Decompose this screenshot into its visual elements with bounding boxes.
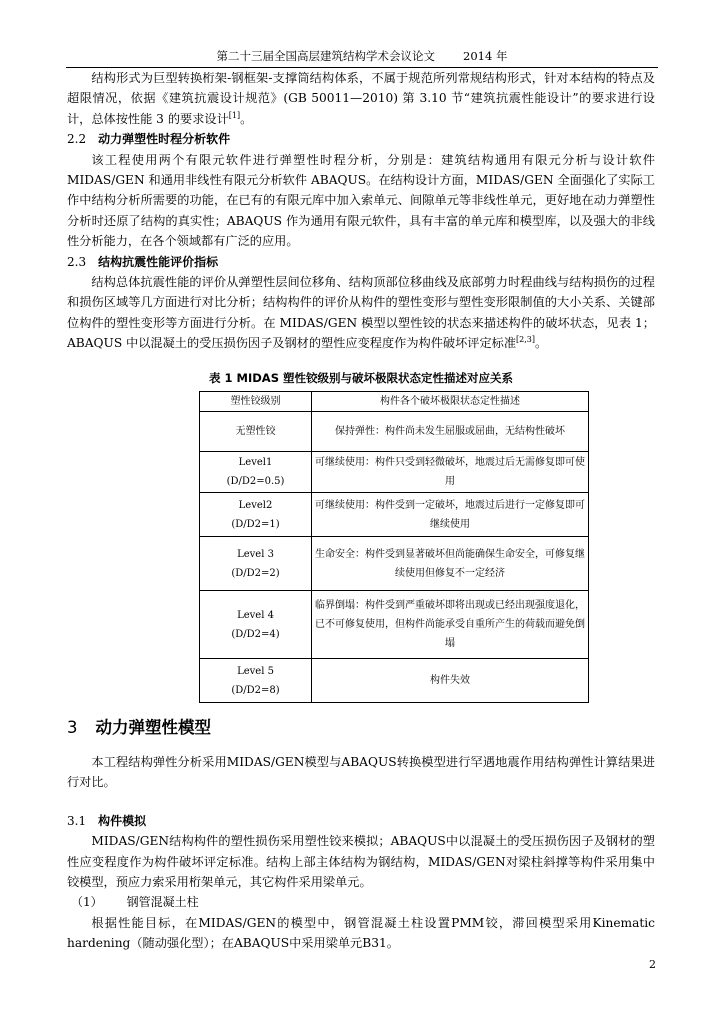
table-cell-level [200, 452, 312, 493]
lower-body [67, 752, 655, 954]
section-2-2-heading [67, 129, 655, 149]
section-3-1-heading [67, 811, 655, 831]
table-row [200, 659, 589, 703]
level-name: Level 3 [237, 548, 274, 560]
intro-paragraph [67, 68, 655, 129]
table-cell-level [200, 493, 312, 537]
section-2-3-heading [67, 252, 655, 272]
header-year: 2014 年 [463, 49, 508, 63]
level-name: Level1 [238, 457, 273, 469]
table-row [200, 591, 589, 659]
level-ratio: (D/D2=1) [231, 518, 280, 530]
item-title: 钢管混凝土柱 [126, 895, 199, 910]
table-cell-level [200, 537, 312, 591]
table-cell-level [200, 591, 312, 659]
level-name: Level 4 [237, 609, 274, 621]
table-cell-description: 生命安全：构件受到显著破坏但尚能确保生命安全，可修复继续使用但修复不一定经济 [312, 537, 589, 591]
table-1 [199, 391, 589, 703]
intro-end: 。 [240, 111, 253, 126]
upper-body [67, 68, 655, 696]
table-header-description: 构件各个破坏极限状态定性描述 [312, 392, 589, 412]
section-3-heading [67, 714, 211, 738]
item-1-heading [67, 892, 655, 912]
table-row [200, 493, 589, 537]
s23-end: 。 [535, 336, 548, 351]
table-cell-description: 构件失效 [312, 659, 589, 703]
level-name: Level 5 [237, 665, 274, 677]
section-number: 3.1 [67, 813, 87, 828]
table-cell-description: 可继续使用：构件受到一定破坏，地震过后进行一定修复即可继续使用 [312, 493, 589, 537]
s23-text: 结构总体抗震性能的评价从弹塑性层间位移角、结构顶部位移曲线及底部剪力时程曲线与结构损伤的过程和损伤区域等几方面进行对比分析；结构构件的评价从构件的塑性变形与塑性变形限制值的大小关系、关键部位构件的塑性变形等方面进行分析。在 MIDAS/GEN 模型以塑性铰的状态来描述构件的破坏状态，见表 1；ABAQUS 中以混凝土的受压损伤因子及钢材的塑性应变程度作为构件破坏评定标准 [67, 275, 655, 351]
citation-2-3: [2,3] [516, 335, 536, 345]
section-number: 2.2 [67, 132, 87, 147]
table-header-row [200, 392, 589, 412]
section-number: 2.3 [67, 254, 87, 269]
level-name: Level2 [238, 499, 273, 511]
table-cell-level [200, 659, 312, 703]
table-row [200, 452, 589, 493]
section-2-3-paragraph [67, 272, 655, 354]
table-1-caption: 表 1 MIDAS 塑性铰级别与破坏极限状态定性描述对应关系 [209, 370, 513, 385]
header-title: 第二十三届全国高层建筑结构学术会议论文 [216, 49, 436, 63]
table-cell-level [200, 412, 312, 452]
table-header-level: 塑性铰级别 [200, 392, 312, 412]
level-ratio: (D/D2=2) [231, 567, 280, 579]
intro-text: 结构形式为巨型转换桁架-钢框架-支撑筒结构体系，不属于规范所列常规结构形式，针对本结构的特点及超限情况，依据《建筑抗震设计规范》(GB 50011—2010) 第 3.10 节“建筑抗震性能设计”的要求进行设计，总体按性能 3 的要求设计 [67, 71, 655, 126]
table-cell-description: 可继续使用：构件只受到轻微破坏，地震过后无需修复即可使用 [312, 452, 589, 493]
section-title: 结构抗震性能评价指标 [98, 254, 219, 269]
level-ratio: (D/D2=8) [231, 684, 280, 696]
running-header [66, 48, 658, 68]
table-row [200, 537, 589, 591]
table-cell-description: 保持弹性：构件尚未发生屈服或屈曲，无结构性破坏 [312, 412, 589, 452]
section-title: 动力弹塑性时程分析软件 [98, 132, 231, 147]
item-1-paragraph: 根据性能目标，在MIDAS/GEN的模型中，钢管混凝土柱设置PMM铰，滞回模型采用Kinematic hardening（随动强化型）；在ABAQUS中采用梁单元B31。 [67, 915, 655, 951]
section-title: 动力弹塑性模型 [95, 718, 211, 737]
level-ratio: (D/D2=0.5) [226, 476, 285, 488]
section-2-2-paragraph: 该工程使用两个有限元软件进行弹塑性时程分析，分别是：建筑结构通用有限元分析与设计软件 MIDAS/GEN 和通用非线性有限元分析软件 ABAQUS。在结构设计方面，MIDAS/GEN 全面强化了实际工作中结构分析所需要的功能，在已有的有限元库中加入索单元、间隙单元等非线性单元，更好地在动力弹塑性分析时还原了结构的真实性；ABAQUS 作为通用有限元软件，具有丰富的单元库和模型库，以及强大的非线性分析能力，在各个领域都有广泛的应用。 [67, 152, 655, 249]
level-ratio: (D/D2=4) [231, 628, 280, 640]
item-number: （1） [71, 895, 103, 910]
page-number: 2 [649, 958, 656, 971]
section-number: 3 [67, 718, 78, 737]
section-3-1-paragraph: MIDAS/GEN结构构件的塑性损伤采用塑性铰来模拟；ABAQUS中以混凝土的受压损伤因子及钢材的塑性应变程度作为构件破坏评定标准。结构上部主体结构为钢结构，MIDAS/GEN对梁柱斜撑等构件采用集中铰模型，预应力索采用桁架单元，其它构件采用梁单元。 [67, 834, 655, 890]
table-cell-description: 临界倒塌：构件受到严重破坏即将出现或已经出现强度退化，已不可修复使用，但构件尚能承受自重所产生的荷载而避免倒塌 [312, 591, 589, 659]
level-name: 无塑性铰 [235, 426, 276, 438]
section-3-paragraph: 本工程结构弹性分析采用MIDAS/GEN模型与ABAQUS转换模型进行罕遇地震作用结构弹性计算结果进行对比。 [67, 755, 655, 790]
citation-1: [1] [228, 110, 241, 120]
section-title: 构件模拟 [98, 813, 147, 828]
table-row [200, 412, 589, 452]
